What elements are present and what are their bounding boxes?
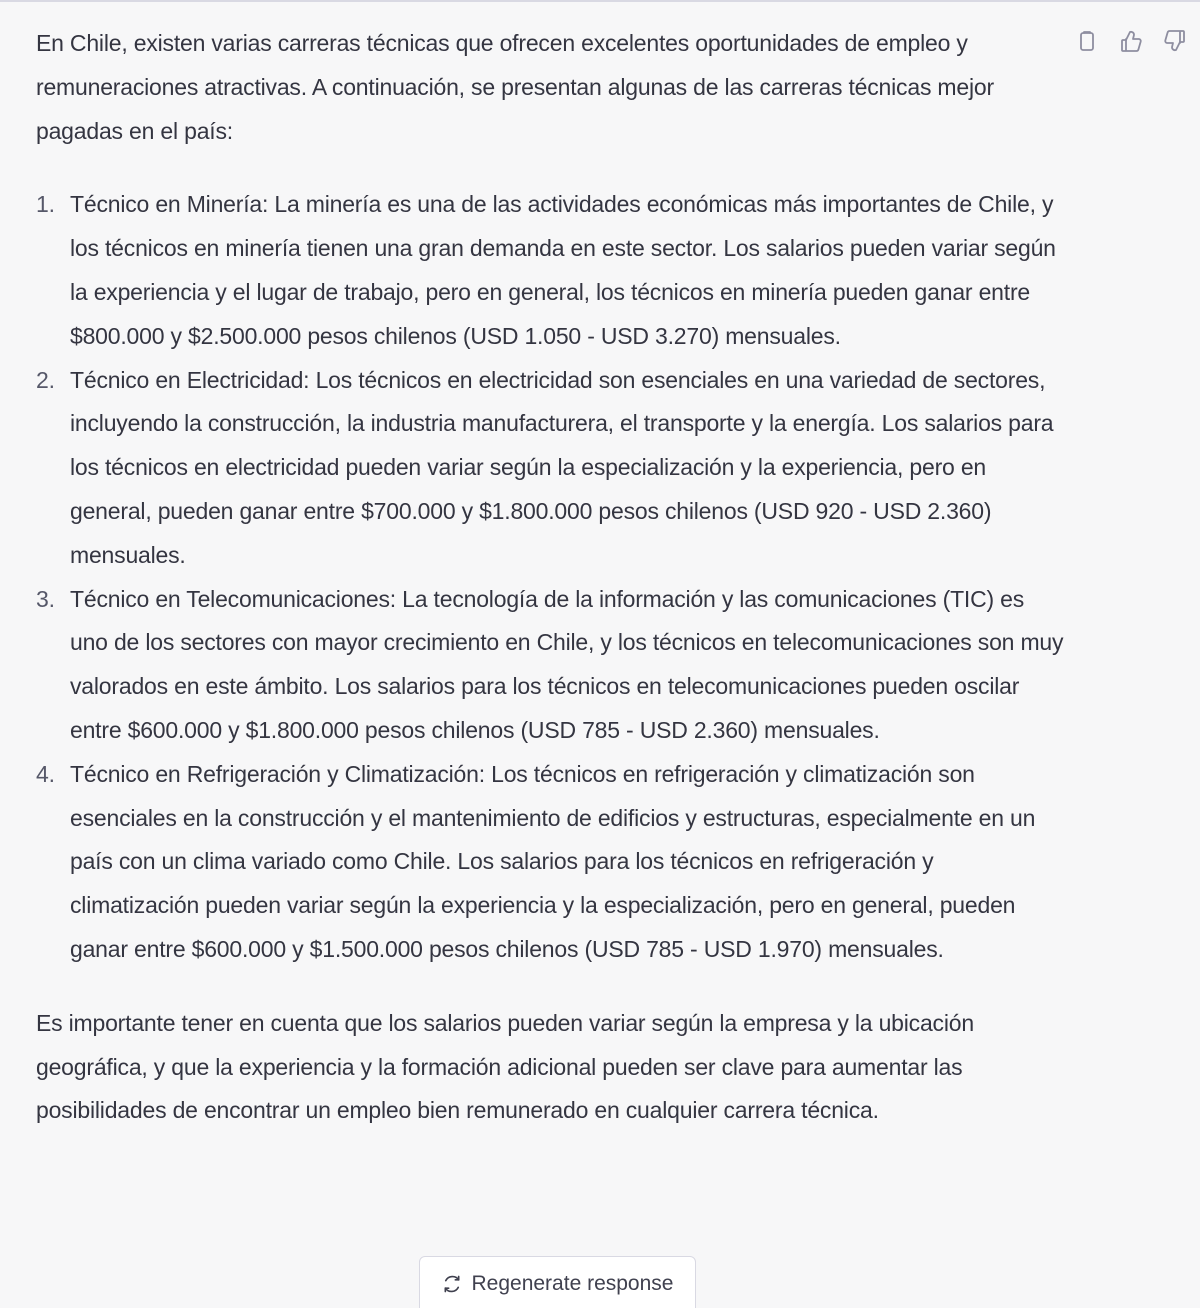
message-actions — [1072, 26, 1190, 56]
list-item — [36, 753, 1066, 972]
refresh-icon — [442, 1274, 462, 1294]
list-item-text: Técnico en Refrigeración y Climatización: Los técnicos en refrigeración y climatización son esenciales en la construcción y el mantenimiento de edificios y estructuras, especialmente en un país con un clima variado como Chile. Los salarios para los técnicos en refrigeración y climatización pueden variar según la experiencia y la especialización, pero en general, pueden ganar entre $600.000 y $1.500.000 pesos chilenos (USD 785 - USD 1.970) mensuales. — [70, 760, 1036, 962]
message-closing: Es importante tener en cuenta que los salarios pueden variar según la empresa y la ubicación geográfica, y que la experiencia y la formación adicional pueden ser clave para aumentar las posibilidades de encontrar un empleo bien remunerado en cualquier carrera técnica. — [36, 1009, 974, 1124]
list-item — [36, 183, 1066, 358]
thumbs-up-button[interactable] — [1116, 26, 1146, 56]
thumbs-up-icon — [1119, 29, 1143, 53]
list-item — [36, 359, 1066, 578]
thumbs-down-button[interactable] — [1160, 26, 1190, 56]
list-item-number: 1. — [36, 191, 55, 218]
regenerate-response-button[interactable] — [419, 1256, 696, 1308]
copy-button[interactable] — [1072, 26, 1102, 56]
list-item-number: 4. — [36, 760, 55, 787]
list-item-text: Técnico en Minería: La minería es una de las actividades económicas más importantes de Chile, y los técnicos en minería tienen una gran demanda en este sector. Los salarios pueden variar según la experiencia y el lugar de trabajo, pero en general, los técnicos en minería pueden ganar entre $800.000 y $2.500.000 pesos chilenos (USD 1.050 - USD 3.270) mensuales. — [70, 191, 1056, 349]
message-intro: En Chile, existen varias carreras técnicas que ofrecen excelentes oportunidades de empleo y remuneraciones atractivas. A continuación, se presentan algunas de las carreras técnicas mejor pagadas en el país: — [36, 30, 994, 144]
top-divider — [0, 0, 1200, 2]
list-item-text: Técnico en Electricidad: Los técnicos en electricidad son esenciales en una variedad de sectores, incluyendo la construcción, la industria manufacturera, el transporte y la energía. Los salarios para los técnicos en electricidad pueden variar según la especialización y la experiencia, pero en general, pueden ganar entre $700.000 y $1.800.000 pesos chilenos (USD 920 - USD 2.360) mensuales. — [70, 366, 1054, 568]
assistant-message — [36, 22, 1066, 1133]
career-list — [36, 183, 1066, 971]
regenerate-label: Regenerate response — [471, 1272, 674, 1295]
clipboard-icon — [1075, 29, 1099, 53]
list-item-text: Técnico en Telecomunicaciones: La tecnología de la información y las comunicaciones (TIC) es uno de los sectores con mayor crecimiento en Chile, y los técnicos en telecomunicaciones son muy valorados en este ámbito. Los salarios para los técnicos en telecomunicaciones pueden oscilar entre $600.000 y $1.800.000 pesos chilenos (USD 785 - USD 2.360) mensuales. — [70, 585, 1064, 743]
list-item-number: 3. — [36, 585, 55, 612]
list-item — [36, 578, 1066, 753]
list-item-number: 2. — [36, 366, 55, 393]
thumbs-down-icon — [1163, 29, 1187, 53]
